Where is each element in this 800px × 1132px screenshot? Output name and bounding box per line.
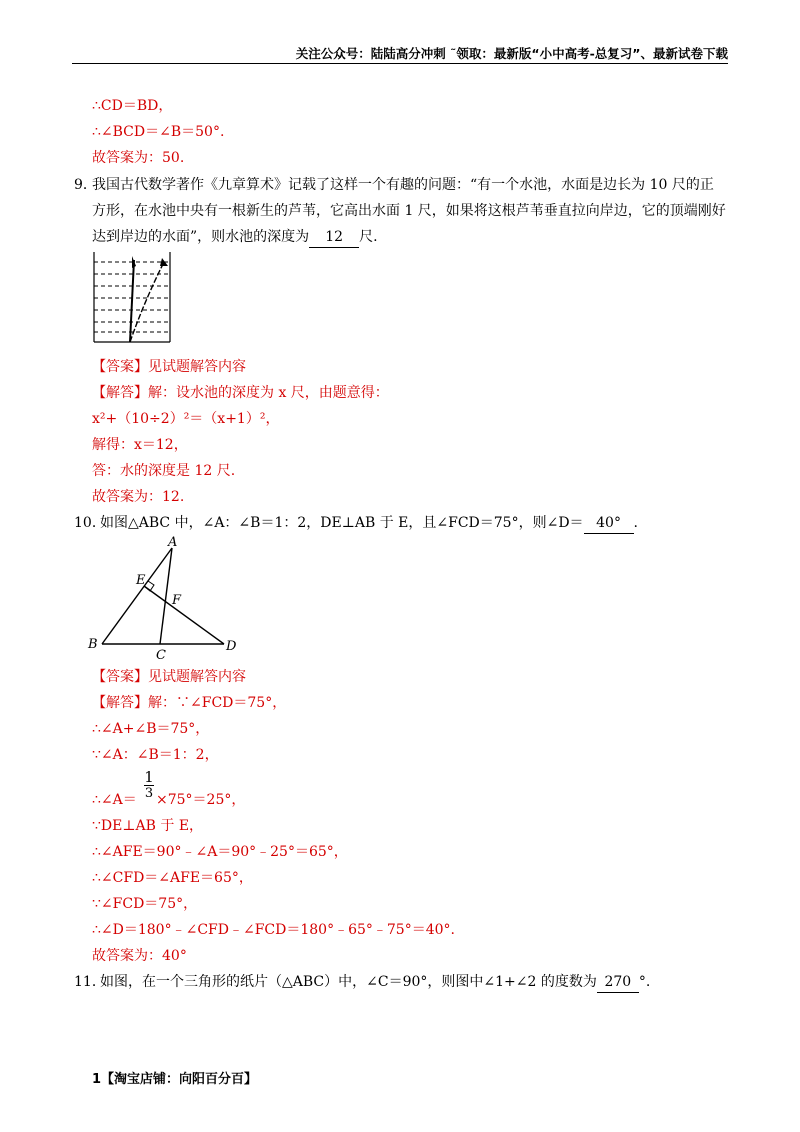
fraction-denominator: 3: [144, 786, 154, 801]
q9-solution-tag: 【解答】: [92, 385, 148, 401]
q9-reply: 答：水的深度是 12 尺.: [92, 463, 236, 479]
fraction-one-third: [144, 769, 154, 802]
q10-solution-line-7: ∴∠CFD＝∠AFE＝65°，: [92, 870, 253, 886]
q10-question: [100, 513, 638, 534]
q11-question-text: 如图，在一个三角形的纸片（△ABC）中，∠C＝90°，则图中∠1+∠2 的度数为: [100, 974, 597, 990]
q11-question-end: °.: [638, 974, 651, 990]
q10-final-answer: 故答案为：40°: [92, 948, 187, 964]
q9-line-3-end: 尺.: [359, 229, 378, 245]
q8-final-answer: 故答案为：50.: [92, 150, 185, 166]
q10-solution-line-4b: ×75°＝25°，: [156, 792, 246, 808]
q9-equation: x²+（10÷2）²＝（x+1）²，: [92, 411, 280, 427]
q9-line-1: 我国古代数学著作《九章算术》记载了这样一个有趣的问题：“有一个水池，水面是边长为 10 尺的正: [92, 177, 714, 193]
q9-solution-intro: [92, 383, 389, 403]
triangle-figure: [84, 536, 244, 660]
q10-solution-line-3: ∵∠A：∠B＝1：2，: [92, 747, 219, 763]
q10-question-text: 如图△ABC 中，∠A：∠B＝1：2，DE⊥AB 于 E，且∠FCD＝75°，则∠D＝: [100, 515, 584, 531]
q8-line-2: ∴∠BCD＝∠B＝50°.: [92, 124, 225, 140]
q10-number: 10．: [74, 515, 106, 531]
q9-line-3: [92, 227, 378, 248]
q9-number: 9．: [74, 177, 97, 193]
label-F: F: [172, 593, 182, 608]
q10-solution-line-8: ∵∠FCD＝75°，: [92, 896, 198, 912]
q10-solution-line-6: ∴∠AFE＝90°﹣∠A＝90°﹣25°＝65°，: [92, 844, 348, 860]
q9-solve: 解得：x＝12，: [92, 437, 188, 453]
q10-answer-tag: 【答案】见试题解答内容: [92, 669, 246, 685]
label-D: D: [226, 639, 237, 654]
q9-line-3-text: 达到岸边的水面”，则水池的深度为: [92, 229, 310, 245]
label-E: E: [136, 573, 146, 588]
q9-line-2: 方形，在水池中央有一根新生的芦苇，它高出水面 1 尺，如果将这根芦苇垂直拉向岸边，它的顶端刚好: [92, 203, 726, 219]
q10-solution-line-1: [92, 693, 286, 713]
q9-final-answer: 故答案为：12.: [92, 489, 185, 505]
q8-line-1: ∴CD＝BD，: [92, 98, 173, 114]
label-A: A: [168, 536, 178, 550]
fraction-numerator: 1: [144, 768, 154, 786]
q10-solution-line-1-text: 解：∵∠FCD＝75°，: [148, 695, 287, 711]
q10-solution-line-5: ∵DE⊥AB 于 E，: [92, 818, 204, 834]
q10-solution-tag: 【解答】: [92, 695, 148, 711]
q10-solution-line-9: ∴∠D＝180°﹣∠CFD﹣∠FCD＝180°﹣65°﹣75°＝40°.: [92, 922, 455, 938]
page-footer: 1【淘宝店铺：向阳百分百】: [92, 1072, 258, 1087]
q10-solution-line-2: ∴∠A+∠B＝75°，: [92, 721, 210, 737]
q10-question-end: .: [633, 515, 638, 531]
q9-answer-tag: 【答案】见试题解答内容: [92, 359, 246, 375]
label-B: B: [88, 637, 98, 652]
q11-question: [100, 972, 650, 993]
reed-pond-figure: [92, 252, 174, 344]
q10-answer-blank: 40°: [584, 513, 634, 534]
page-header: 关注公众号：陆陆高分冲刺 ˜领取：最新版“小中高考-总复习”、最新试卷下载: [295, 46, 728, 61]
q9-solution-intro-text: 解：设水池的深度为 x 尺，由题意得：: [148, 385, 389, 401]
header-rule: [72, 63, 728, 64]
q11-answer-blank: 270: [597, 972, 639, 993]
q9-answer-blank: 12: [309, 227, 359, 248]
q11-number: 11．: [74, 974, 106, 990]
label-C: C: [156, 648, 166, 660]
q10-solution-line-4: ∴∠A＝: [92, 792, 137, 808]
